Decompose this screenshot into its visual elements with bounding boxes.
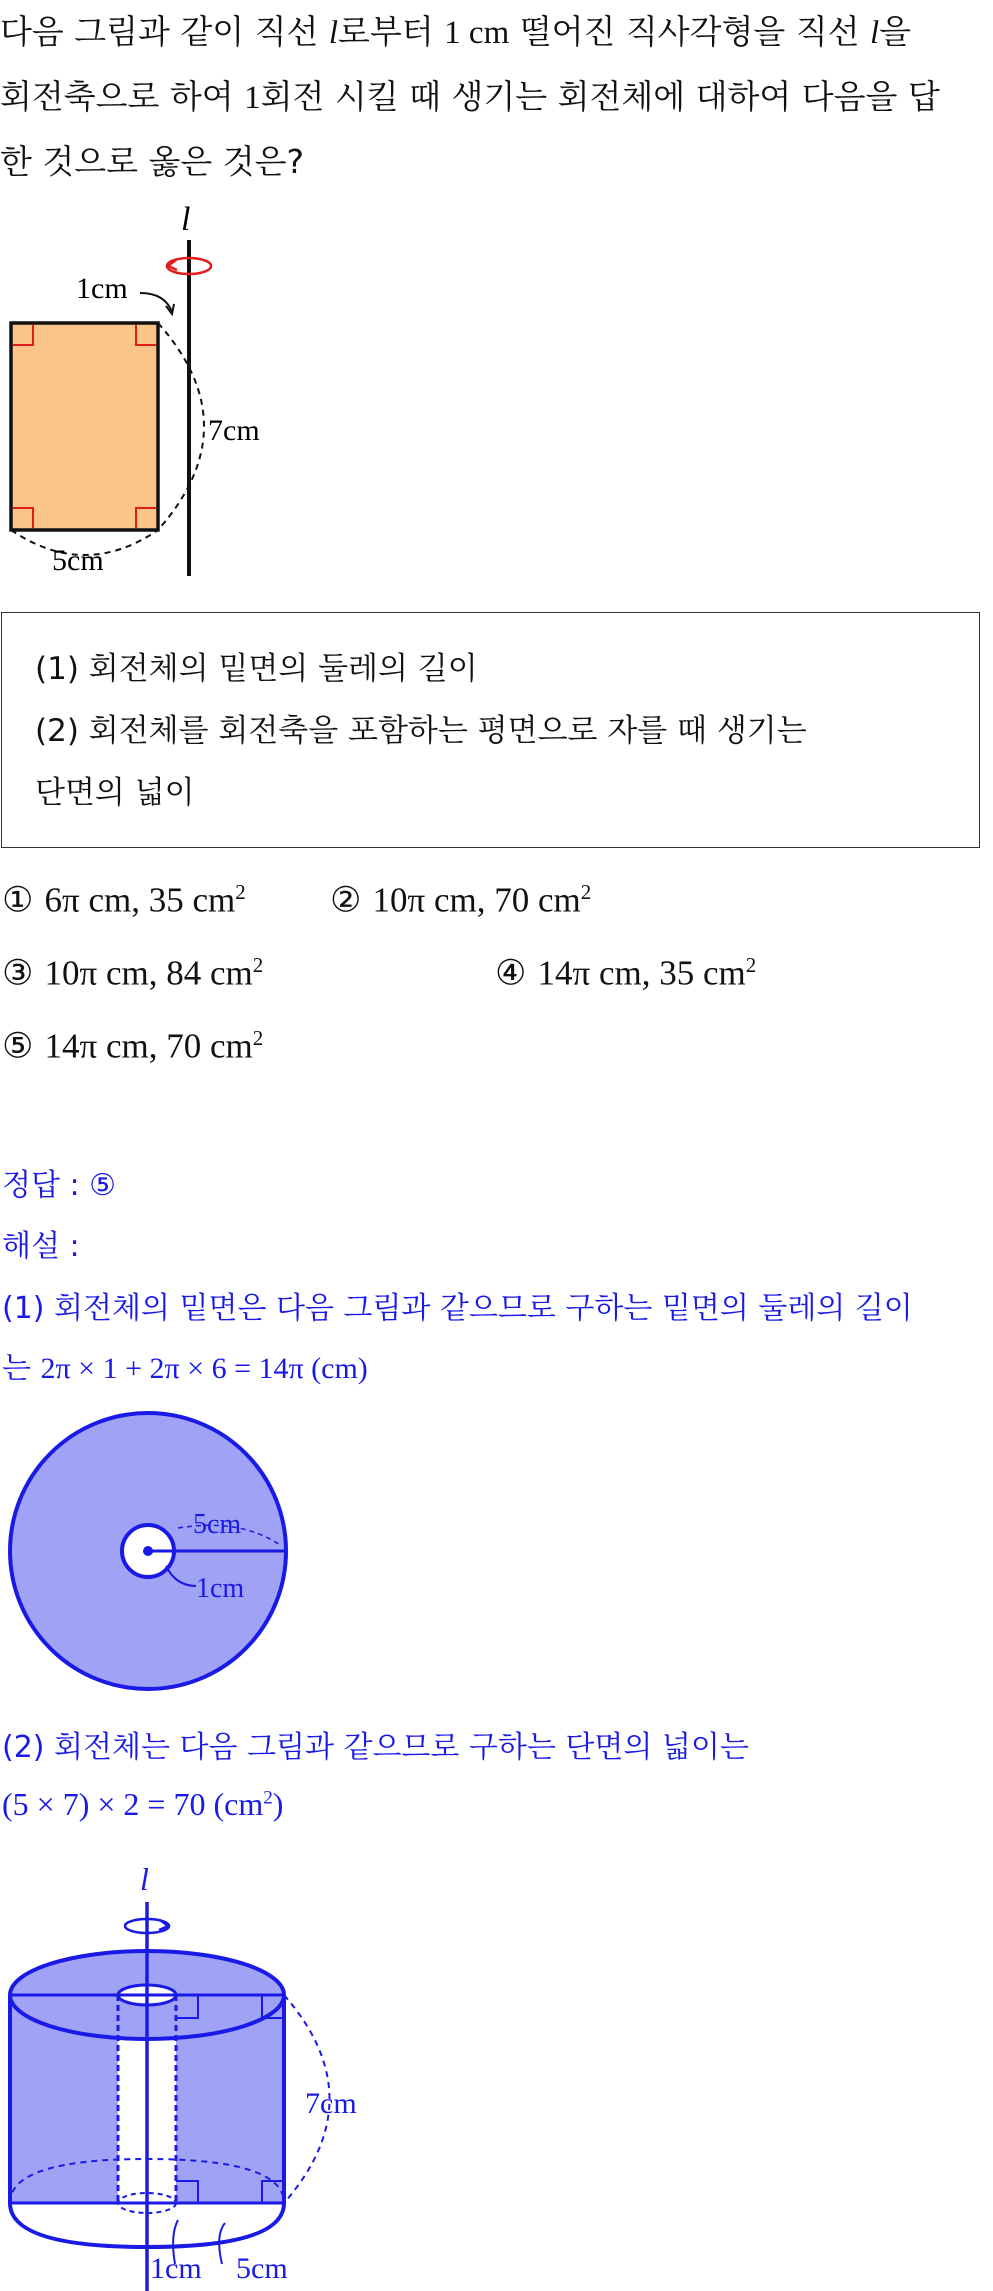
figure-rectangle-axis xyxy=(0,190,300,590)
explain-label: 해설 : xyxy=(2,1229,80,1264)
inner-radius-label: 1cm xyxy=(196,1573,245,1604)
figure-hollow-cylinder xyxy=(0,1850,400,2291)
choice-3[interactable]: ③ 10π cm, 84 $cm^2$ xyxy=(2,953,264,994)
height-label: 7cm xyxy=(208,414,260,447)
conditions-box xyxy=(1,612,980,848)
cyl-outer-label: 5cm xyxy=(236,2252,288,2285)
solution-part1: (1) 회전체의 밑면은 다음 그림과 같으므로 구하는 밑면의 둘레의 길이 xyxy=(2,1291,913,1326)
solution-part2-formula: (5 × 7) × 2 = 70 $(cm^2)$ xyxy=(2,1786,284,1822)
solution-part1-formula-line: 는 2π × 1 + 2π × 6 = 14π (cm) xyxy=(2,1351,368,1386)
orange-rectangle xyxy=(11,323,158,530)
axis-label-l2: l xyxy=(140,1861,149,1897)
figure-base-circle xyxy=(0,1405,300,1695)
cyl-inner-label: 1cm xyxy=(150,2252,202,2285)
condition-2-cont: 단면의 넓이 xyxy=(35,775,195,811)
question-text xyxy=(0,0,993,193)
choice-5[interactable]: ⑤ 14π cm, 70 $cm^2$ xyxy=(2,1026,264,1067)
axis-label-l: l xyxy=(181,201,191,238)
question-line-3: 한 것으로 옳은 것은? xyxy=(0,142,305,181)
choice-4[interactable]: ④ 14π cm, 35 $cm^2$ xyxy=(495,953,757,994)
choice-1[interactable]: ① 6π cm, 35 $cm^2$ xyxy=(2,880,246,921)
condition-1: (1) 회전체의 밑면의 둘레의 길이 xyxy=(35,651,478,687)
width-label: 5cm xyxy=(52,544,104,577)
question-line-1: 다음 그림과 같이 직선 l로부터 1 cm 떨어진 직사각형을 직선 l을 xyxy=(0,12,912,51)
dist-label: 1cm xyxy=(76,272,128,305)
answer-line: 정답 : ⑤ xyxy=(2,1168,117,1203)
cyl-height-label: 7cm xyxy=(305,2087,357,2120)
question-line-2: 회전축으로 하여 1회전 시킬 때 생기는 회전체에 대하여 다음을 답 xyxy=(0,77,940,116)
condition-2: (2) 회전체를 회전축을 포함하는 평면으로 자를 때 생기는 xyxy=(35,713,807,749)
dashed-arc-right xyxy=(158,323,204,530)
solution-part2: (2) 회전체는 다음 그림과 같으므로 구하는 단면의 넓이는 xyxy=(2,1730,749,1765)
choice-2[interactable]: ② 10π cm, 70 $cm^2$ xyxy=(330,880,592,921)
outer-radius-label: 5cm xyxy=(193,1509,242,1540)
